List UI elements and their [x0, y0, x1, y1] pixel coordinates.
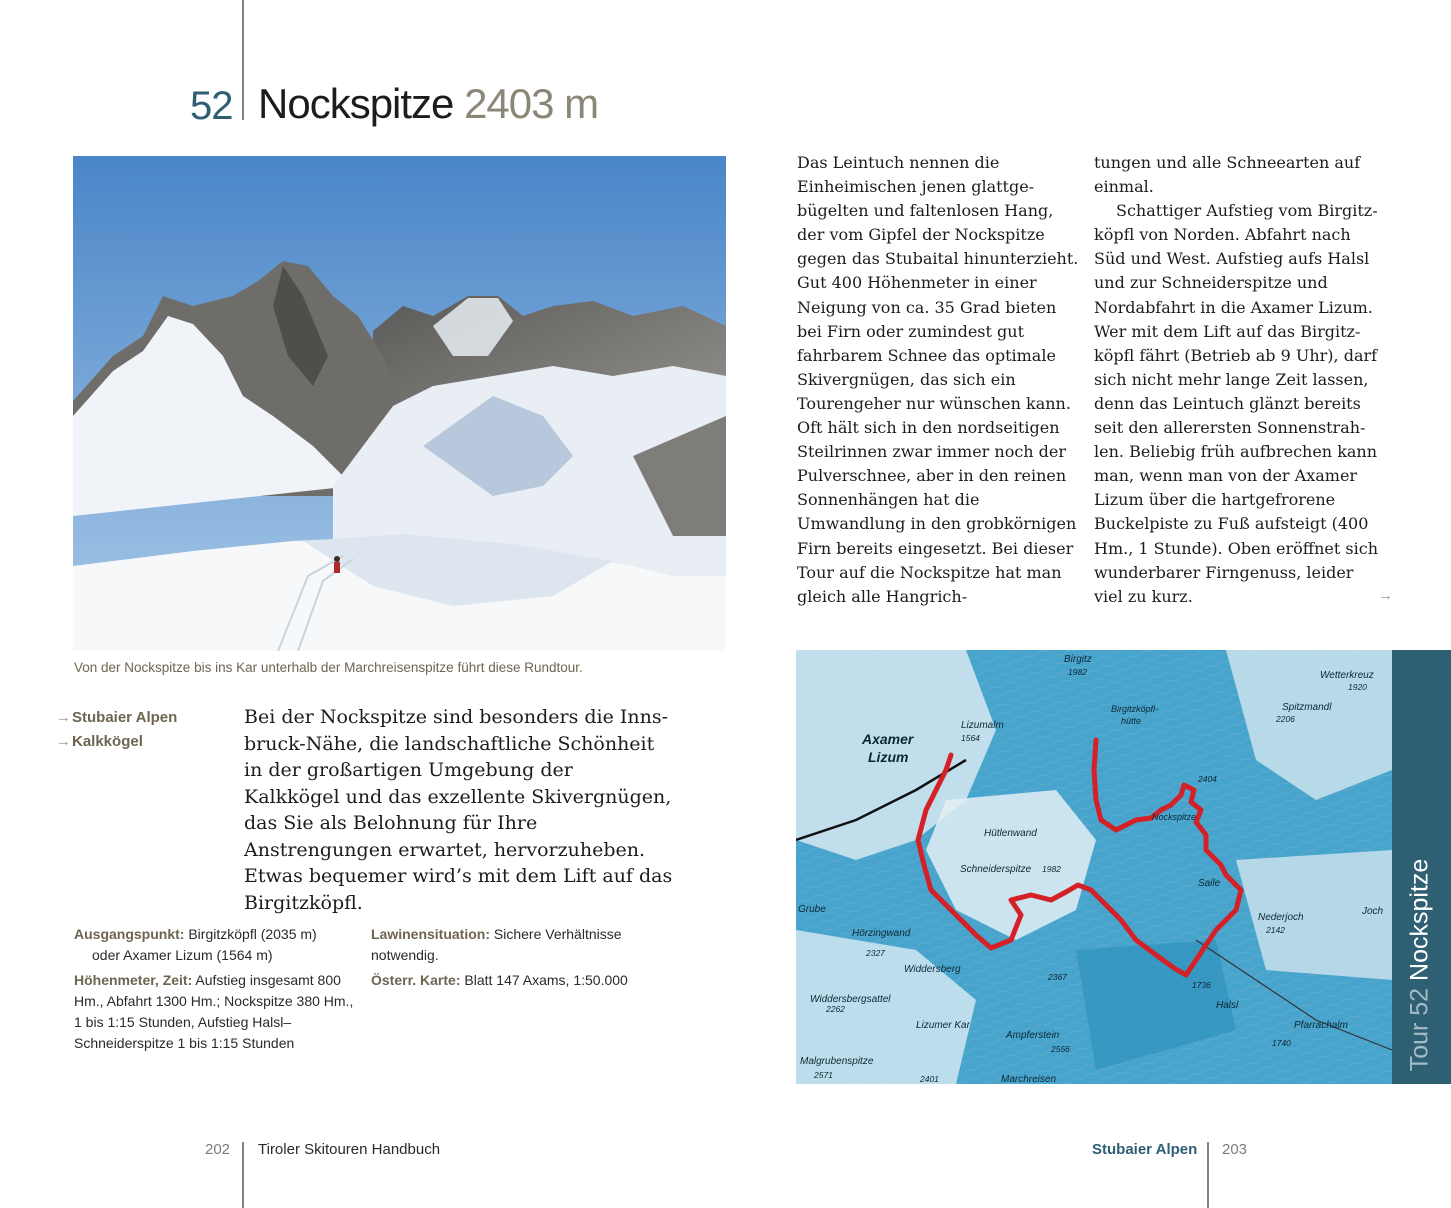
footer-left-rule	[242, 1142, 244, 1208]
mountain-photo	[73, 156, 726, 651]
map-label: 1564	[961, 733, 980, 743]
map-label: Widdersbergsattel	[810, 994, 891, 1005]
map-label: 2262	[826, 1004, 845, 1014]
map-label: 2556	[1051, 1044, 1070, 1054]
map-label: 2142	[1266, 925, 1285, 935]
map-label: Nockspitze	[1152, 812, 1197, 822]
map-label: Hütlenwand	[984, 828, 1037, 839]
map-label: Birgitz	[1064, 654, 1092, 665]
sidebar-name: Nockspitze	[1405, 858, 1434, 981]
map-label: Lizumalm	[961, 720, 1004, 731]
map-label: 2367	[1048, 972, 1067, 982]
map-label: Halsl	[1216, 1000, 1239, 1011]
map-label: 1982	[1042, 864, 1061, 874]
region-list	[56, 706, 177, 754]
photo-skier-head	[334, 556, 340, 562]
intro-paragraph: Bei der Nockspitze sind besonders die Innsbruck-Nähe, die landschaftliche Schönheit in der großartigen Umgebung der Kalkkögel und das exzellente Skivergnügen, das Sie als Belohnung für Ihre Anstrengungen erwartet, hervorzuheben. Etwas bequemer wird’s mit dem Lift auf das Birgitzköpfl.	[244, 706, 673, 914]
facts-left	[74, 924, 364, 1058]
map-label: Wetterkreuz	[1320, 670, 1374, 681]
map-label: Marchreisen	[1001, 1074, 1057, 1084]
route-map-illustration	[796, 650, 1392, 1084]
map-label: 1982	[1068, 667, 1087, 677]
map-label: Grube	[798, 904, 826, 915]
fact-start	[74, 924, 364, 966]
body-paragraph: Schattiger Aufstieg vom Birgitzköpfl von Norden. Abfahrt nach Süd und West. Aufstieg aufs Halsl und zur Schneiderspitze und Nordabfahrt in die Axamer Lizum. Wer mit dem Lift auf das Birgitzköpfl fährt (Betrieb ab 9 Uhr), darf sich nicht mehr lange Zeit lassen, denn das Leintuch glänzt bereits seit den allerersten Sonnenstrahlen. Beliebig früh aufbrechen kann man, wenn man von der Axamer Lizum über die hartgefrorene Buckelpiste zu Fuß aufsteigt (400 Hm., 1 Stunde). Oben eröffnet sich wunderbarer Firngenuss, leider viel zu kurz.	[1094, 201, 1378, 606]
map-label: 2404	[1198, 774, 1217, 784]
sidebar-label	[1406, 859, 1435, 1072]
region-label: Kalkkögel	[72, 733, 143, 750]
map-label: Birgitzköpfl-	[1111, 704, 1159, 714]
map-label: Schneiderspitze	[960, 864, 1032, 875]
route-map	[796, 650, 1392, 1084]
map-label: Pfarrachalm	[1294, 1020, 1348, 1031]
arrow-right-icon: →	[56, 733, 71, 750]
tour-number: 52	[190, 84, 233, 128]
fact-height-value: Aufstieg insgesamt 800 Hm., Abfahrt 1300 Hm.; Nockspitze 380 Hm., 1 bis 1:15 Stunden, Aufstieg Halsl–Schneiderspitze 1 bis 1:15 Stunden	[74, 972, 354, 1051]
map-label: hütte	[1121, 716, 1142, 726]
photo-caption: Von der Nockspitze bis ins Kar unterhalb der Marchreisenspitze führt diese Rundtour.	[74, 660, 583, 675]
map-label: Lizumer Kar	[916, 1020, 970, 1031]
map-label: Axamer	[862, 731, 914, 747]
map-label: Nederjoch	[1258, 912, 1304, 923]
sidebar-tour: Tour 52	[1405, 987, 1434, 1072]
map-label: Spitzmandl	[1282, 702, 1332, 713]
book-title: Tiroler Skitouren Handbuch	[258, 1141, 441, 1158]
fact-height-label: Höhenmeter, Zeit:	[74, 972, 193, 988]
map-label: Lizum	[868, 749, 909, 765]
map-label: Saile	[1198, 878, 1221, 889]
region-item	[56, 706, 177, 730]
fact-map-label: Österr. Karte:	[371, 972, 461, 988]
map-label: Ampferstein	[1006, 1030, 1060, 1041]
fact-start-value: Birgitzköpfl (2035 m)	[188, 926, 317, 942]
continue-arrow-icon: →	[1378, 587, 1393, 604]
top-vertical-rule	[242, 0, 244, 120]
region-item	[56, 730, 177, 754]
map-label: Malgrubenspitze	[800, 1056, 874, 1067]
fact-avalanche-value: Sichere Verhältnisse notwendig.	[371, 926, 622, 963]
arrow-right-icon: →	[56, 709, 71, 726]
map-label: Hörzingwand	[852, 928, 911, 939]
fact-avalanche-label: Lawinensituation:	[371, 926, 490, 942]
map-label: 1920	[1348, 682, 1367, 692]
footer-right-rule	[1207, 1142, 1209, 1208]
title-name: Nockspitze	[258, 80, 454, 127]
page-title	[258, 80, 598, 128]
fact-start-value-2: oder Axamer Lizum (1564 m)	[92, 947, 273, 963]
map-label: 2206	[1276, 714, 1295, 724]
fact-height	[74, 970, 364, 1054]
map-label: Joch	[1362, 906, 1384, 917]
map-label: 2571	[814, 1070, 833, 1080]
fact-start-label: Ausgangspunkt:	[74, 926, 185, 942]
map-label: 2327	[866, 948, 885, 958]
title-elevation: 2403 m	[464, 80, 599, 127]
body-paragraph: Das Leintuch nennen die Einheimischen jenen glattgebügelten und faltenlosen Hang, der vom Gipfel der Nockspitze gegen das Stubaital hinunterzieht. Gut 400 Höhenmeter in einer Neigung von ca. 35 Grad bieten bei Firn oder zumindest gut fahrbarem Schnee das optimale Skivergnügen, das sich ein Tourengeher nur wünschen kann. Oft hält sich in den nordseitigen Steilrinnen zwar immer noch der Pulverschnee, aber in den reinen Sonnenhängen hat die Umwandlung in den grobkörnigen Firn bereits eingesetzt. Bei dieser Tour auf die Nockspitze hat man gleich alle Hangrich-	[797, 153, 1079, 606]
body-column-2	[1094, 151, 1384, 609]
body-column-1	[797, 151, 1082, 609]
page-number-left: 202	[205, 1141, 231, 1158]
fact-map	[371, 970, 671, 991]
fact-map-value: Blatt 147 Axams, 1:50.000	[464, 972, 628, 988]
map-label: 1736	[1192, 980, 1211, 990]
mountain-photo-illustration	[73, 156, 726, 651]
map-label: 2401	[920, 1074, 939, 1084]
section-name: Stubaier Alpen	[1092, 1141, 1198, 1158]
region-label: Stubaier Alpen	[72, 709, 178, 726]
map-label: Widdersberg	[904, 964, 961, 975]
facts-right	[371, 924, 671, 995]
body-paragraph: tungen und alle Schneearten auf einmal.	[1094, 153, 1361, 197]
map-label: 1740	[1272, 1038, 1291, 1048]
page-number-right: 203	[1222, 1141, 1248, 1158]
photo-skier-body	[334, 562, 340, 573]
fact-avalanche	[371, 924, 671, 966]
